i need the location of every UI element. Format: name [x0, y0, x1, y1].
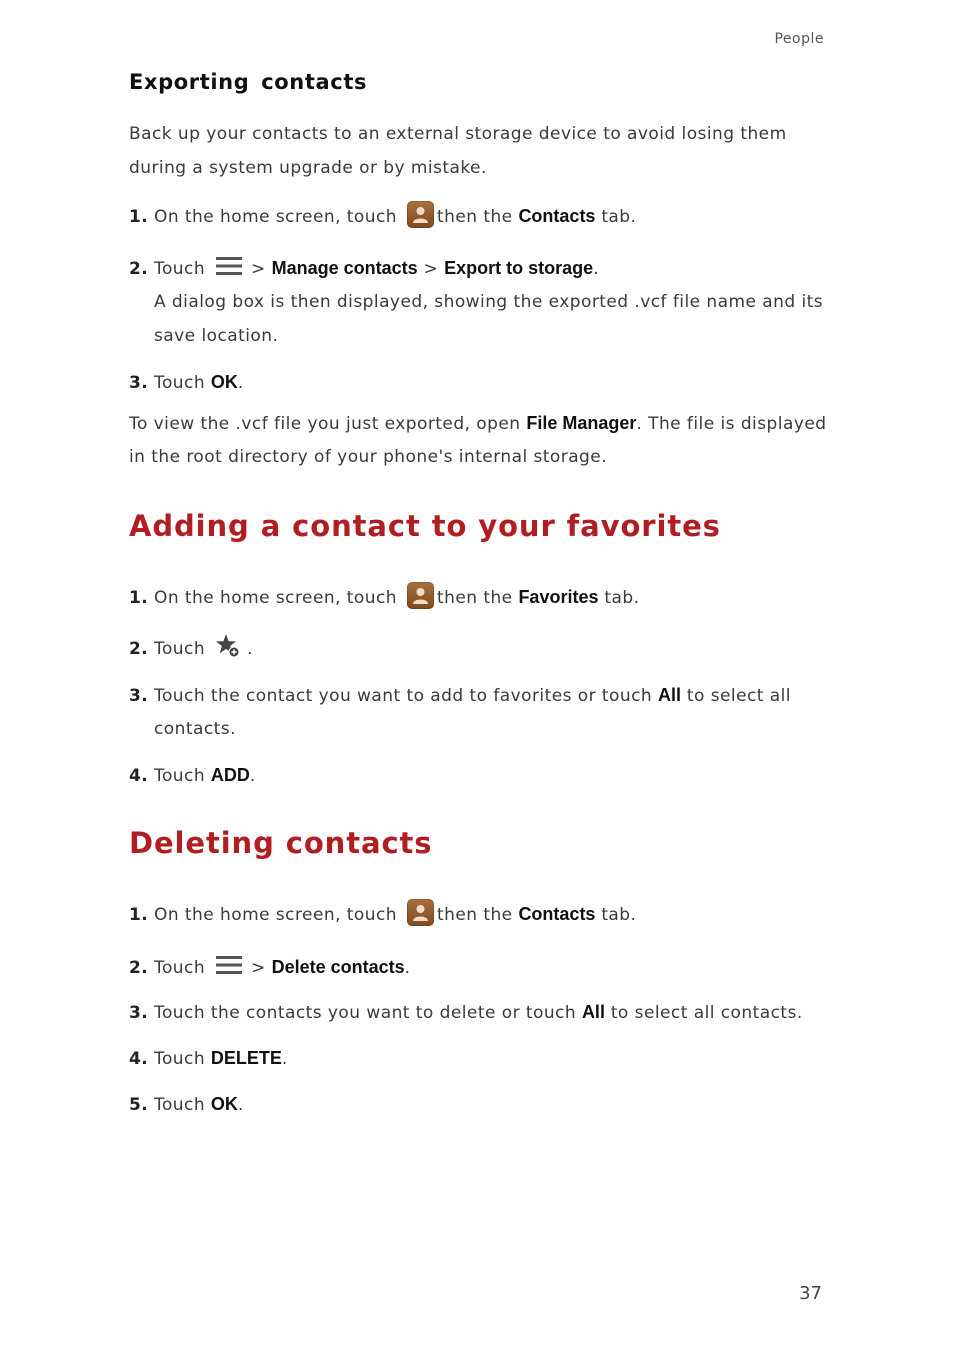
add-label: ADD	[210, 765, 250, 785]
step-text: Touch	[154, 766, 206, 786]
step-number: 2.	[129, 639, 149, 659]
file-manager-label: File Manager	[526, 413, 637, 433]
delete-label: DELETE	[210, 1048, 282, 1068]
favorites-step-1	[129, 580, 639, 615]
step-text: .	[593, 259, 599, 279]
step-text: .	[237, 1095, 244, 1115]
step-number: 1.	[129, 588, 149, 608]
step-text: Touch	[154, 1049, 206, 1069]
step-number: 5.	[129, 1095, 149, 1115]
step-text: Touch	[154, 958, 206, 978]
step-number: 3.	[129, 686, 149, 706]
step-text: Touch	[154, 373, 206, 393]
heading-exporting-contacts: Exporting contacts	[129, 70, 368, 94]
separator: >	[251, 958, 266, 978]
step-text: tab.	[604, 588, 640, 608]
export-outro-line2: in the root directory of your phone's internal storage.	[129, 447, 608, 467]
contacts-app-icon	[407, 201, 434, 228]
step-text: then the	[437, 207, 513, 227]
contacts-tab-label: Contacts	[518, 206, 596, 226]
export-step-3	[129, 365, 244, 400]
step-text: tab.	[601, 207, 637, 227]
step-text: On the home screen, touch	[154, 207, 397, 227]
favorites-step-2	[129, 632, 253, 666]
page-header-section: People	[774, 31, 824, 47]
star-add-icon	[215, 633, 241, 659]
step-text: then the	[437, 905, 513, 925]
separator: >	[251, 259, 266, 279]
favorites-tab-label: Favorites	[518, 587, 599, 607]
manage-contacts-label: Manage contacts	[271, 258, 418, 278]
page-number: 37	[799, 1283, 822, 1304]
contacts-tab-label: Contacts	[518, 904, 596, 924]
delete-step-2	[129, 950, 411, 985]
export-step-2-note-line1: A dialog box is then displayed, showing the exported .vcf file name and its	[154, 292, 824, 312]
step-number: 4.	[129, 766, 149, 786]
step-text: .	[249, 766, 256, 786]
step-text: On the home screen, touch	[154, 588, 397, 608]
step-text: tab.	[601, 905, 637, 925]
export-to-storage-label: Export to storage	[444, 258, 594, 278]
export-intro-line1: Back up your contacts to an external storage device to avoid losing them	[129, 124, 787, 144]
delete-contacts-label: Delete contacts	[271, 957, 405, 977]
step-text: Touch the contact you want to add to favorites or touch	[154, 686, 653, 706]
delete-step-4	[129, 1041, 288, 1076]
ok-label: OK	[210, 1094, 238, 1114]
all-label: All	[658, 685, 682, 705]
step-text: .	[281, 1049, 288, 1069]
step-text: to select all contacts.	[610, 1003, 803, 1023]
contacts-app-icon	[407, 582, 434, 609]
ok-label: OK	[210, 372, 238, 392]
outro-text: To view the .vcf file you just exported, open	[129, 414, 521, 434]
step-number: 2.	[129, 958, 149, 978]
step-text: Touch	[154, 259, 206, 279]
step-text: Touch	[154, 1095, 206, 1115]
step-text: .	[404, 958, 411, 978]
delete-step-1	[129, 897, 636, 932]
step-text: On the home screen, touch	[154, 905, 397, 925]
export-step-2-note-line2: save location.	[154, 326, 279, 346]
export-intro-line2: during a system upgrade or by mistake.	[129, 158, 487, 178]
favorites-step-3-continuation: contacts.	[154, 719, 236, 739]
export-step-2	[129, 251, 599, 286]
delete-step-5	[129, 1087, 244, 1122]
separator: >	[423, 259, 439, 279]
step-number: 2.	[129, 259, 149, 279]
all-label: All	[581, 1002, 605, 1022]
step-number: 3.	[129, 373, 149, 393]
step-text: .	[247, 639, 253, 659]
heading-deleting-contacts: Deleting contacts	[129, 826, 433, 860]
menu-icon	[215, 256, 243, 276]
favorites-step-4	[129, 758, 256, 793]
step-text: to select all	[686, 686, 791, 706]
favorites-step-3	[129, 678, 791, 713]
step-text: .	[237, 373, 244, 393]
export-step-1	[129, 199, 636, 234]
step-text: Touch the contacts you want to delete or touch	[154, 1003, 577, 1023]
step-text: Touch	[154, 639, 206, 659]
step-number: 4.	[129, 1049, 149, 1069]
contacts-app-icon	[407, 899, 434, 926]
outro-text: . The file is displayed	[636, 414, 827, 434]
step-text: then the	[437, 588, 513, 608]
step-number: 1.	[129, 207, 149, 227]
delete-step-3	[129, 995, 803, 1030]
menu-icon	[215, 955, 243, 975]
export-outro-line1	[129, 406, 826, 441]
step-number: 3.	[129, 1003, 149, 1023]
step-number: 1.	[129, 905, 149, 925]
heading-adding-favorites: Adding a contact to your favorites	[129, 509, 721, 543]
